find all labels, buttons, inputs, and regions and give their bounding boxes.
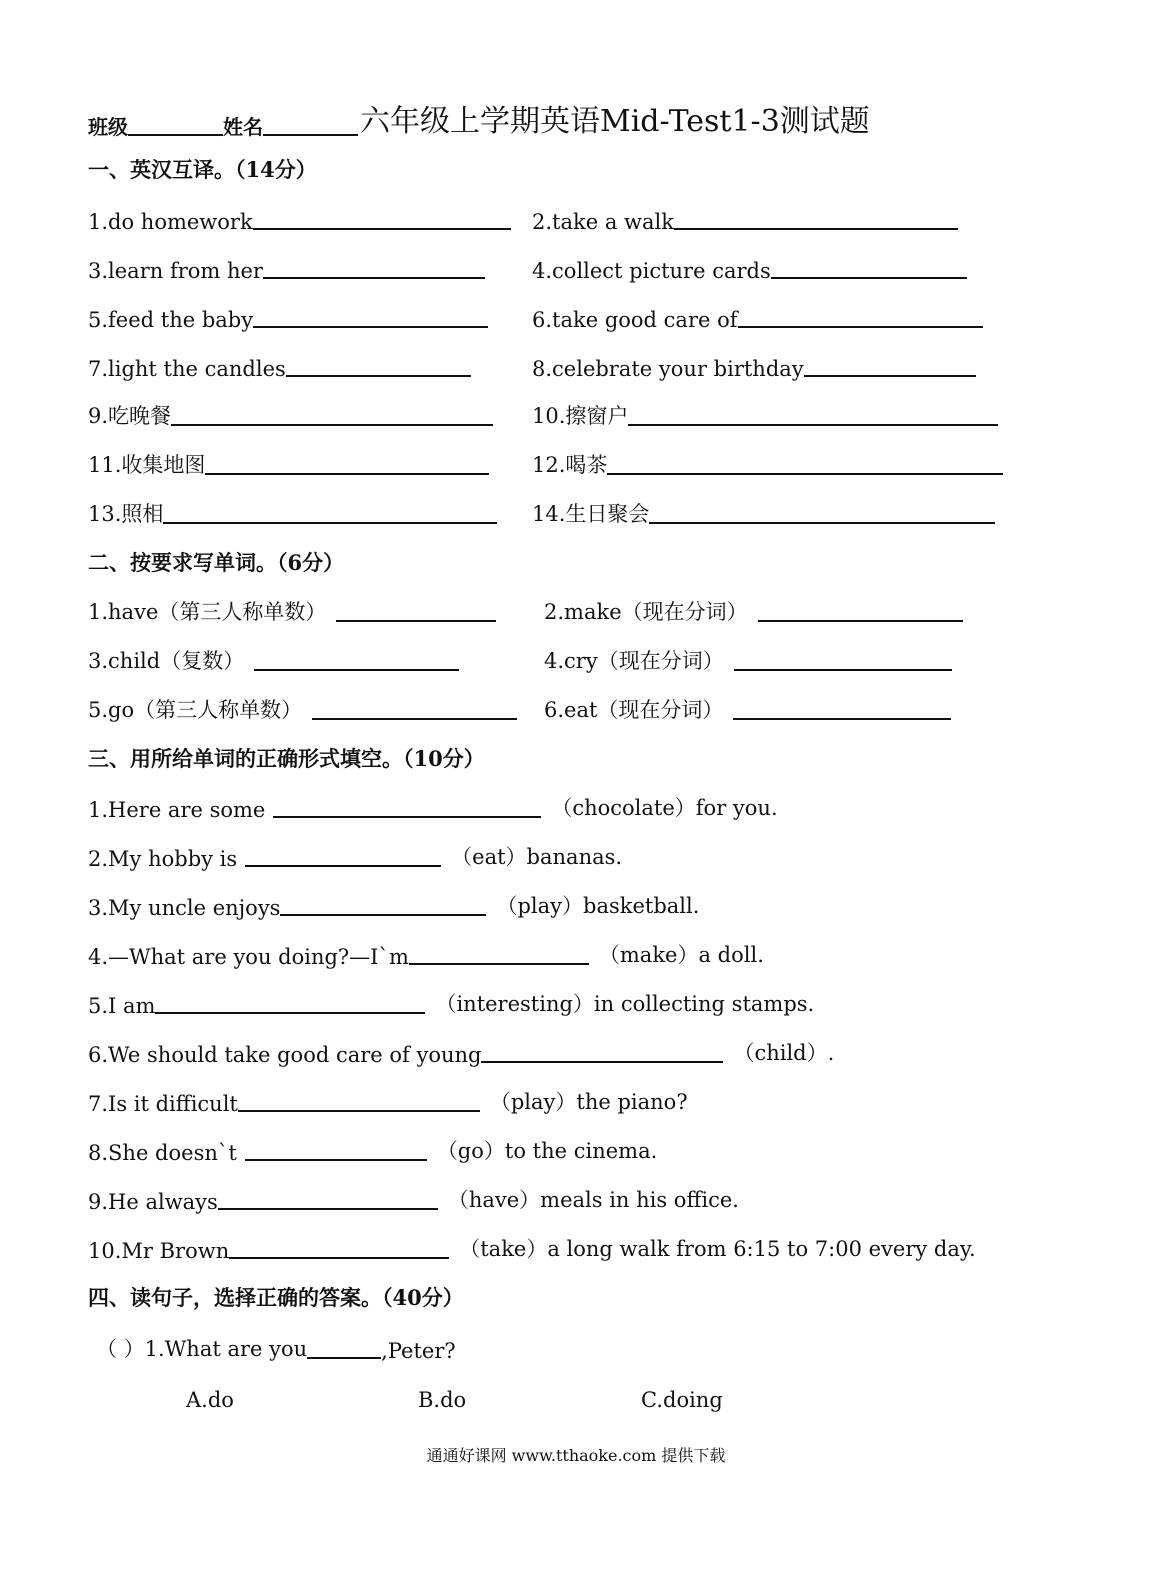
fill-hint: （take）a long walk from 6:15 to 7:00 every day. <box>459 1237 976 1261</box>
word-row <box>88 641 1072 675</box>
word-row <box>88 690 1072 724</box>
word-item: 3.child（复数） <box>88 649 245 673</box>
question-suffix: ,Peter? <box>381 1339 456 1363</box>
fill-hint: （go）to the cinema. <box>436 1139 658 1163</box>
fill-row <box>88 935 1072 969</box>
section-heading: 三、用所给单词的正确形式填空。（10分） <box>88 746 485 771</box>
fill-stem: 1.Here are some <box>88 798 266 822</box>
section-heading: 二、按要求写单词。（6分） <box>88 550 345 575</box>
fill-stem: 6.We should take good care of young <box>88 1043 482 1067</box>
fill-stem: 7.Is it difficult <box>88 1092 238 1116</box>
fill-row <box>88 788 1072 822</box>
translate-item: 14.生日聚会 <box>532 502 650 526</box>
fill-row <box>88 1229 1082 1263</box>
translate-item: 11.收集地图 <box>88 453 206 477</box>
fill-row <box>88 1131 1072 1165</box>
translate-item: 8.celebrate your birthday <box>532 357 804 381</box>
header <box>88 96 870 140</box>
translate-row <box>88 347 1072 381</box>
answer-blank[interactable] <box>336 596 496 622</box>
answer-blank[interactable] <box>312 694 517 720</box>
option-a[interactable]: A.do <box>186 1388 234 1412</box>
answer-blank[interactable] <box>155 988 425 1014</box>
fill-hint: （have）meals in his office. <box>447 1188 739 1212</box>
answer-blank[interactable] <box>607 449 1003 475</box>
translate-item: 10.擦窗户 <box>532 404 629 428</box>
answer-blank[interactable] <box>280 890 486 916</box>
answer-blank[interactable] <box>238 1086 480 1112</box>
answer-blank[interactable] <box>649 498 995 524</box>
fill-stem: 4.—What are you doing?—I`m <box>88 945 409 969</box>
fill-hint: （interesting）in collecting stamps. <box>435 992 815 1016</box>
choice-question <box>96 1329 1072 1363</box>
translate-row <box>88 445 1072 479</box>
option-b[interactable]: B.do <box>418 1388 467 1412</box>
fill-row <box>88 1082 1072 1116</box>
answer-blank[interactable] <box>734 645 952 671</box>
translate-row <box>88 396 1072 430</box>
fill-hint: （make）a doll. <box>598 943 764 967</box>
translate-item: 1.do homework <box>88 210 253 234</box>
answer-blank[interactable] <box>804 351 976 377</box>
fill-stem: 2.My hobby is <box>88 847 238 871</box>
translate-row <box>88 494 1072 528</box>
fill-hint: （child）. <box>733 1041 835 1065</box>
translate-row <box>88 298 1072 332</box>
translate-item: 9.吃晚餐 <box>88 404 172 428</box>
answer-blank[interactable] <box>738 302 983 328</box>
answer-blank[interactable] <box>245 841 441 867</box>
fill-stem: 8.She doesn`t <box>88 1141 237 1165</box>
answer-blank[interactable] <box>733 694 951 720</box>
fill-hint: （play）basketball. <box>496 894 700 918</box>
answer-blank[interactable] <box>409 939 589 965</box>
answer-blank[interactable] <box>674 204 958 230</box>
fill-row <box>88 1033 1072 1067</box>
answer-blank[interactable] <box>205 449 489 475</box>
answer-blank[interactable] <box>253 302 488 328</box>
answer-blank[interactable] <box>171 400 493 426</box>
fill-row <box>88 984 1072 1018</box>
footer-credit: 通通好课网 www.tthaoke.com 提供下载 <box>426 1446 726 1465</box>
translate-item: 12.喝茶 <box>532 453 608 477</box>
answer-blank[interactable] <box>481 1037 723 1063</box>
fill-row <box>88 1180 1072 1214</box>
choice-options <box>88 1378 1072 1412</box>
answer-blank[interactable] <box>163 498 497 524</box>
word-item: 5.go（第三人称单数） <box>88 698 303 722</box>
word-row <box>88 592 1072 626</box>
fill-stem: 9.He always <box>88 1190 218 1214</box>
answer-blank[interactable] <box>307 1333 381 1359</box>
section-heading: 四、读句子，选择正确的答案。（40分） <box>88 1285 464 1310</box>
answer-blank[interactable] <box>286 351 471 377</box>
translate-item: 5.feed the baby <box>88 308 254 332</box>
question-stem: （ ）1.What are you <box>96 1337 308 1361</box>
fill-hint: （chocolate）for you. <box>551 796 778 820</box>
answer-blank[interactable] <box>253 204 511 230</box>
translate-row <box>88 249 1072 283</box>
fill-hint: （eat）bananas. <box>451 845 623 869</box>
word-item: 6.eat（现在分词） <box>544 698 724 722</box>
fill-stem: 3.My uncle enjoys <box>88 896 281 920</box>
answer-blank[interactable] <box>245 1135 427 1161</box>
fill-stem: 5.I am <box>88 994 156 1018</box>
name-blank[interactable] <box>263 110 358 136</box>
answer-blank[interactable] <box>263 253 485 279</box>
translate-item: 6.take good care of <box>532 308 738 332</box>
class-blank[interactable] <box>128 110 223 136</box>
translate-item: 13.照相 <box>88 502 164 526</box>
answer-blank[interactable] <box>218 1184 438 1210</box>
translate-item: 7.light the candles <box>88 357 286 381</box>
section-heading: 一、英汉互译。（14分） <box>88 157 317 182</box>
translate-item: 3.learn from her <box>88 259 263 283</box>
answer-blank[interactable] <box>229 1233 449 1259</box>
answer-blank[interactable] <box>758 596 963 622</box>
fill-stem: 10.Mr Brown <box>88 1239 230 1263</box>
fill-hint: （play）the piano? <box>489 1090 688 1114</box>
translate-item: 4.collect picture cards <box>532 259 771 283</box>
translate-item: 2.take a walk <box>532 210 674 234</box>
page-title: 六年级上学期英语Mid-Test1-3测试题 <box>360 104 870 139</box>
fill-row <box>88 837 1072 871</box>
fill-row <box>88 886 1072 920</box>
name-label: 姓名 <box>223 115 263 139</box>
word-item: 1.have（第三人称单数） <box>88 600 327 624</box>
word-item: 2.make（现在分词） <box>544 600 748 624</box>
answer-blank[interactable] <box>273 792 541 818</box>
translate-row <box>88 200 1072 234</box>
answer-blank[interactable] <box>254 645 459 671</box>
answer-blank[interactable] <box>628 400 998 426</box>
class-label: 班级 <box>88 115 128 139</box>
option-c[interactable]: C.doing <box>641 1388 723 1412</box>
answer-blank[interactable] <box>771 253 967 279</box>
word-item: 4.cry（现在分词） <box>544 649 724 673</box>
